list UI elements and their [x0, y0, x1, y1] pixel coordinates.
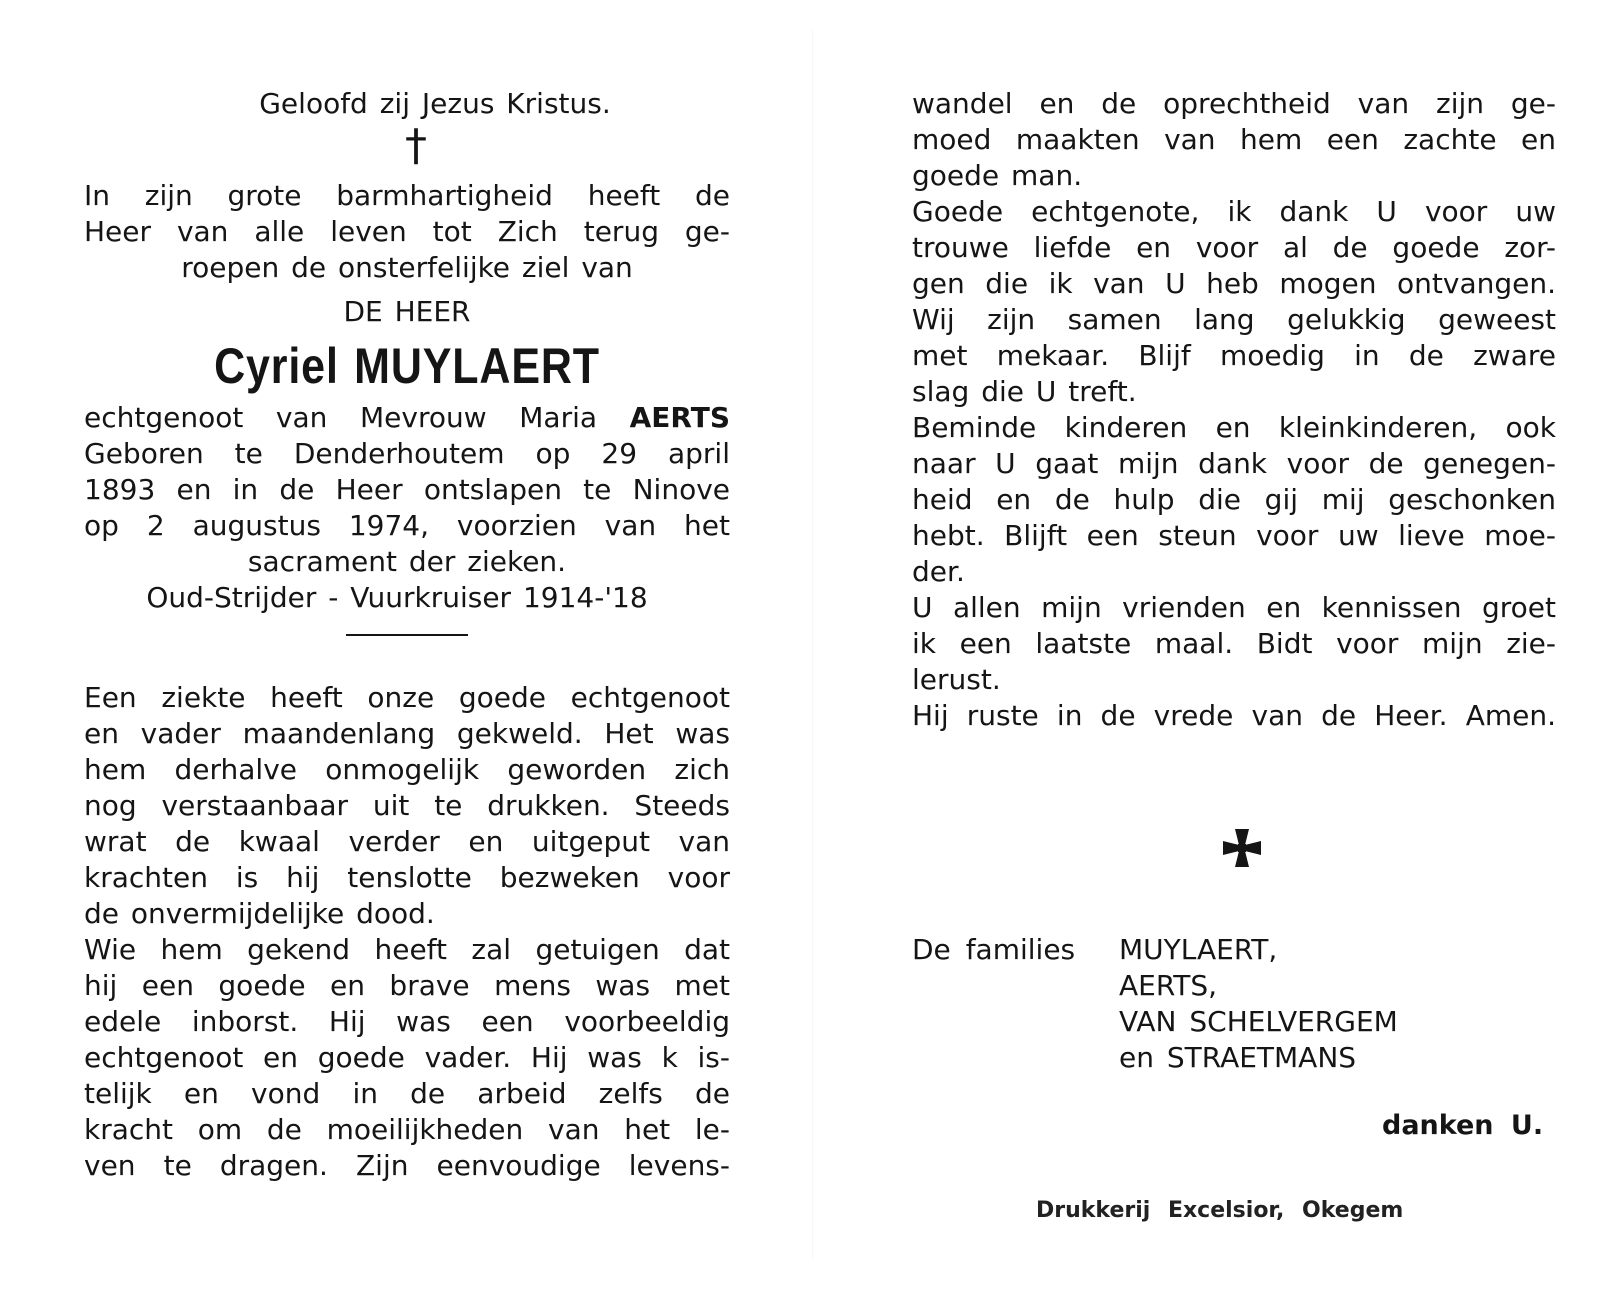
- spouse-prefix: echtgenoot van Mevrouw Maria: [84, 401, 598, 434]
- body-line: gen die ik van U heb mogen ontvangen.: [912, 267, 1556, 300]
- body-line: krachten is hij tenslotte bezweken voor: [84, 861, 730, 894]
- honorific-title: DE HEER: [343, 295, 471, 328]
- body-line: Hij ruste in de vrede van de Heer. Amen.: [912, 699, 1556, 732]
- body-line: Beminde kinderen en kleinkinderen, ook: [912, 411, 1556, 444]
- body-line: Wie hem gekend heeft zal getuigen dat: [84, 933, 730, 966]
- left-body-text: [84, 680, 730, 1184]
- body-line: wandel en de oprechtheid van zijn ge-: [912, 87, 1556, 120]
- family-name: VAN SCHELVERGEM: [1119, 1005, 1398, 1038]
- body-line: trouwe liefde en voor al de goede zor-: [912, 231, 1556, 264]
- body-line: telijk en vond in de arbeid zelfs de: [84, 1077, 730, 1110]
- printer-credit: Drukkerij Excelsior, Okegem: [1036, 1198, 1404, 1223]
- intro-text: [84, 178, 730, 286]
- body-line: hebt. Blijft een steun voor uw lieve moe-: [912, 519, 1556, 552]
- card-fold: [812, 30, 813, 1260]
- body-line: Wij zijn samen lang gelukkig geweest: [912, 303, 1556, 336]
- body-line: en vader maandenlang gekweld. Het was: [84, 717, 730, 750]
- thanks-line: danken U.: [1382, 1110, 1544, 1141]
- divider-rule: [346, 634, 468, 636]
- sacrament-line: sacrament der zieken.: [247, 545, 567, 578]
- intro-line: In zijn grote barmhartigheid heeft de: [84, 179, 730, 212]
- body-line: ven te dragen. Zijn eenvoudige levens-: [84, 1149, 730, 1182]
- deceased-name: Cyriel MUYLAERT: [214, 338, 600, 394]
- body-line: hij een goede en brave mens was met: [84, 969, 730, 1002]
- body-line: nog verstaanbaar uit te drukken. Steeds: [84, 789, 730, 822]
- body-line: met mekaar. Blijf moedig in de zware: [912, 339, 1556, 372]
- body-line: wrat de kwaal verder en uitgeput van: [84, 825, 730, 858]
- body-line: slag die U treft.: [912, 375, 1137, 408]
- veteran-line: Oud-Strijder - Vuurkruiser 1914-'18: [146, 581, 648, 614]
- families-label: De families: [912, 933, 1076, 966]
- body-line: moed maakten van hem een zachte en: [912, 123, 1556, 156]
- body-line: Een ziekte heeft onze goede echtgenoot: [84, 681, 730, 714]
- body-line: der.: [912, 555, 965, 588]
- body-line: heid en de hulp die gij mij geschonken: [912, 483, 1556, 516]
- body-line: ik een laatste maal. Bidt voor mijn zie-: [912, 627, 1556, 660]
- detail-line: op 2 augustus 1974, voorzien van het: [84, 509, 730, 542]
- spouse-line: [84, 400, 730, 436]
- detail-line: Geboren te Denderhoutem op 29 april: [84, 437, 730, 470]
- body-line: goede man.: [912, 159, 1083, 192]
- spouse-surname: AERTS: [629, 401, 730, 434]
- life-details: [84, 436, 730, 544]
- body-line: naar U gaat mijn dank voor de genegen-: [912, 447, 1556, 480]
- body-line: Goede echtgenote, ik dank U voor uw: [912, 195, 1556, 228]
- intro-line: roepen de onsterfelijke ziel van: [181, 251, 633, 284]
- opening-line: Geloofd zij Jezus Kristus.: [259, 87, 611, 120]
- family-name: MUYLAERT,: [1119, 933, 1278, 966]
- detail-line: 1893 en in de Heer ontslapen te Ninove: [84, 473, 730, 506]
- intro-line: Heer van alle leven tot Zich terug ge-: [84, 215, 730, 248]
- body-line: U allen mijn vrienden en kennissen groet: [912, 591, 1556, 624]
- body-line: kracht om de moeilijkheden van het le-: [84, 1113, 730, 1146]
- body-line: de onvermijdelijke dood.: [84, 897, 435, 930]
- family-name: en STRAETMANS: [1119, 1041, 1357, 1074]
- body-line: edele inborst. Hij was een voorbeeldig: [84, 1005, 730, 1038]
- iron-cross-icon: [1222, 828, 1262, 868]
- body-line: lerust.: [912, 663, 1001, 696]
- family-name: AERTS,: [1119, 969, 1218, 1002]
- cross-icon: †: [405, 120, 427, 171]
- body-line: echtgenoot en goede vader. Hij was k is-: [84, 1041, 730, 1074]
- left-page: [84, 86, 730, 1184]
- right-page: [912, 86, 1556, 734]
- body-line: hem derhalve onmogelijk geworden zich: [84, 753, 730, 786]
